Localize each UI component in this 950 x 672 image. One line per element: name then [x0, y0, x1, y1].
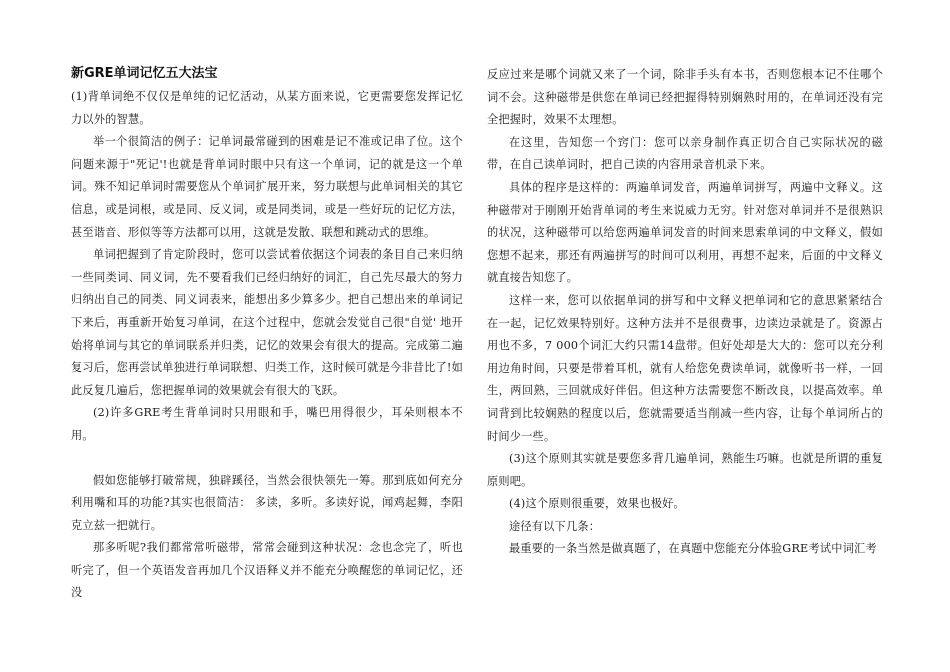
paragraph: 最重要的一条当然是做真题了，在真题中您能充分体验GRE考试中词汇考	[509, 542, 877, 556]
paragraph: 那多听呢?我们都常常听磁带，常常会碰到这种状况：念也念完了，听也听完了，但一个英语发音再加几个汉语释义并不能充分唤醒您的单词记忆，还没	[71, 541, 463, 600]
paragraph-gap	[71, 448, 463, 470]
document-title: 新GRE单词记忆五大法宝	[71, 66, 218, 81]
paragraph: 在这里，告知您一个窍门：您可以亲身制作真正切合自己实际状况的磁带，在自己读单词时，把自己读的内容用录音机录下来。	[487, 135, 883, 172]
paragraph: 具体的程序是这样的：两遍单词发音，两遍单词拼写，两遍中文释义。这种磁带对于刚刚开始背单词的考生来说威力无穷。针对您对单词并不是很熟识的状况，这种磁带可以给您两遍单词发音的时间来思索单词的中文释义，假如您想不起来，那还有两遍拼写的时间可以利用，再想不起来，后面的中文释义就直接告知您了。	[487, 180, 883, 285]
paragraph: (4)这个原则很重要，效果也极好。	[509, 497, 685, 511]
paragraph: 这样一来，您可以依据单词的拼写和中文释义把单词和它的意思紧紧结合在一起，记忆效果特别好。这种方法并不是很费事，边读边录就是了。资源占用也不多，7 000个词汇大约只需14盘带。但好处却是大大的：您可以充分利用边角时间，只要是带着耳机，就有人给您免费读单词，就像听书一样，一回生，两回熟，三回就成好伴侣。但这种方法需要您不断改良，以提高效率。单词背到比较娴熟的程度以后，您就需要适当削减一些内容，让每个单词所占的时间少一些。	[487, 293, 883, 443]
right-column	[487, 64, 883, 561]
right-paragraphs	[487, 64, 883, 561]
paragraph: (2)许多GRE考生背单词时只用眼和手，嘴巴用得很少，耳朵则根本不用。	[71, 406, 463, 442]
paragraph: 举一个很简洁的例子：记单词最常碰到的困难是记不准或记串了位。这个问题来源于"死记'!也就是背单词时眼中只有这一个单词，记的就是这一个单词。殊不知记单词时需要您从个单词扩展开来，努力联想与此单词相关的其它信息，或是词根，或是同、反义词，或是同类词，或是一些好玩的记忆方法，甚至谐音、形似等等方法都可以用，这就是发散、联想和跳动式的思维。	[71, 135, 463, 239]
paragraph: 单词把握到了肯定阶段时，您可以尝试着依据这个词表的条目自己来归纳一些同类词、同义词，先不要看我们已经归纳好的词汇，自己先尽最大的努力归纳出自己的同类、同义词表来，能想出多少算多少。把自己想出来的单词记下来后，再重新开始复习单词，在这个过程中，您就会发觉自己很"自觉' 地开始将单词与其它的单词联系并归类，记忆的效果会有很大的提高。完成第二遍复习后，您再尝试单独进行单词联想、归类工作，这时候可就是今非昔比了!如此反复几遍后，您把握单词的效果就会有很大的飞跃。	[71, 248, 463, 397]
paragraph: 反应过来是哪个词就又来了一个词，除非手头有本书，否则您根本记不住哪个词不会。这种磁带是供您在单词已经把握得特别娴熟时用的，在单词还没有完全把握时，效果不太理想。	[487, 68, 883, 127]
paragraph: (1)背单词绝不仅仅是单纯的记忆活动，从某方面来说，它更需要您发挥记忆力以外的智慧。	[71, 90, 463, 126]
left-column	[71, 64, 463, 605]
paragraph: 途径有以下几条：	[509, 519, 601, 533]
paragraph: (3)这个原则其实就是要您多背几遍单词，熟能生巧嘛。也就是所谓的重复原则吧。	[487, 452, 883, 488]
paragraph: 假如您能够打破常规，独辟蹊径，当然会很快领先一筹。那到底如何充分利用嘴和耳的功能?其实也很简洁： 多读，多听。多读好说，闻鸡起舞，李阳克立兹一把就行。	[71, 473, 463, 532]
left-paragraphs	[71, 86, 463, 605]
